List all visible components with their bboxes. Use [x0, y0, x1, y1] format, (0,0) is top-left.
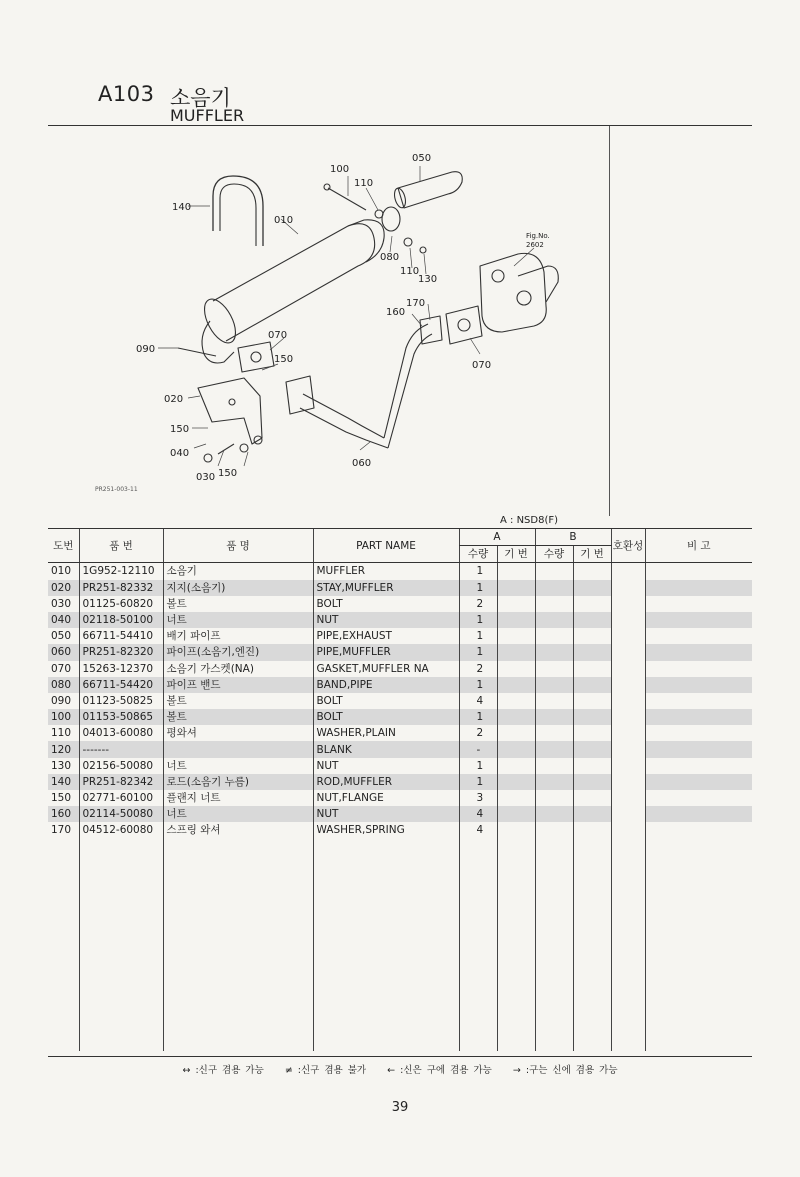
- cell-compat: [611, 580, 645, 596]
- header-part-no: 품 번: [79, 529, 163, 563]
- cell-model-a: [497, 693, 535, 709]
- cell-remarks: [645, 709, 752, 725]
- table-row: [48, 758, 752, 774]
- cell-qty-b: [535, 790, 573, 806]
- callout-020: 020: [164, 394, 184, 405]
- cell-model-a: [497, 741, 535, 757]
- cell-part-name: NUT: [313, 758, 459, 774]
- cell-ref: 020: [48, 580, 79, 596]
- compatibility-legend: [0, 1062, 800, 1076]
- cell-qty-b: [535, 563, 573, 580]
- cell-ref: 110: [51, 727, 72, 740]
- cell-model-a: [497, 580, 535, 596]
- table-row: [48, 693, 752, 709]
- cell-part-name: BLANK: [313, 741, 459, 757]
- cell-qty: 1: [459, 709, 497, 725]
- cell-remarks: [645, 644, 752, 660]
- cell-part-no: 01153-50865: [79, 709, 163, 725]
- cell-remarks: [645, 580, 752, 596]
- cell-remarks: [645, 725, 752, 741]
- cell-qty-b: [535, 628, 573, 644]
- cell-ref: 140: [48, 774, 79, 790]
- cell-compat: [611, 790, 645, 806]
- cell-name-ko: 볼트: [163, 693, 313, 709]
- cell-ref: 170: [51, 824, 72, 837]
- cell-compat: [611, 806, 645, 822]
- cell-part-no: 04512-60080: [79, 822, 163, 838]
- cell-model-b: [573, 677, 611, 693]
- cell-model-a: [497, 790, 535, 806]
- diagram-divider: [609, 126, 610, 516]
- callout-110: 110: [354, 178, 374, 189]
- cell-qty-b: [535, 758, 573, 774]
- cell-model-b: [573, 612, 611, 628]
- cell-model-b: [573, 774, 611, 790]
- cell-part-no: -------: [79, 741, 163, 757]
- cell-compat: [611, 661, 645, 677]
- cell-qty-b: [535, 822, 573, 838]
- cell-model-b: [573, 741, 611, 757]
- callout-060: 060: [352, 458, 372, 469]
- cell-compat: [611, 741, 645, 757]
- cell-name-ko: 너트: [163, 612, 313, 628]
- cell-part-name: PIPE,MUFFLER: [313, 644, 459, 660]
- cell-model-a: [497, 709, 535, 725]
- cell-remarks: [645, 790, 752, 806]
- cell-qty-b: [535, 741, 573, 757]
- cell-remarks: [645, 661, 752, 677]
- cell-model-a: [497, 774, 535, 790]
- callout-100: 100: [330, 164, 350, 175]
- cell-model-b: [573, 693, 611, 709]
- cell-qty-b: [535, 612, 573, 628]
- cell-model-a: [497, 661, 535, 677]
- cell-part-name: ROD,MUFFLER: [313, 774, 459, 790]
- table-row: [48, 644, 752, 660]
- figure-code: PR251-003-11: [95, 486, 138, 493]
- cell-remarks: [645, 612, 752, 628]
- section-title-ko: 소음기: [170, 86, 231, 110]
- header-remarks: 비 고: [645, 529, 752, 563]
- cell-ref: 030: [51, 597, 72, 610]
- header-part-name: PART NAME: [313, 529, 459, 563]
- parts-table: [48, 528, 752, 1051]
- cell-compat: [611, 596, 645, 612]
- cell-qty-b: [535, 596, 573, 612]
- cell-qty: 1: [459, 612, 497, 628]
- cell-compat: [611, 563, 645, 580]
- cell-ref: 080: [48, 677, 79, 693]
- callout-130: 130: [418, 274, 438, 285]
- cell-model-b: [573, 790, 611, 806]
- cell-qty: 1: [459, 580, 497, 596]
- cell-model-b: [573, 563, 611, 580]
- cell-qty: 1: [459, 774, 497, 790]
- cell-remarks: [645, 822, 752, 838]
- cell-qty: 2: [459, 725, 497, 741]
- cell-ref: 010: [51, 565, 72, 578]
- cell-compat: [611, 709, 645, 725]
- cell-compat: [611, 677, 645, 693]
- callout-080: 080: [380, 252, 400, 263]
- cell-part-no: PR251-82320: [79, 644, 163, 660]
- legend-item: → :구는 신에 겸용 가능: [512, 1065, 618, 1076]
- cell-part-no: PR251-82332: [79, 580, 163, 596]
- table-row: [48, 741, 752, 757]
- callout-150-mid: 150: [170, 424, 190, 435]
- cell-part-name: PIPE,EXHAUST: [313, 628, 459, 644]
- cell-part-no: 66711-54420: [79, 677, 163, 693]
- cell-name-ko: 지지(소음기): [163, 580, 313, 596]
- table-row: [48, 677, 752, 693]
- cell-ref: 150: [51, 792, 72, 805]
- cell-ref: 060: [48, 644, 79, 660]
- variant-label: A : NSD8(F): [500, 515, 559, 526]
- cell-qty-b: [535, 725, 573, 741]
- cell-ref: 040: [48, 612, 79, 628]
- cell-qty: 2: [459, 661, 497, 677]
- cell-model-b: [573, 806, 611, 822]
- cell-part-name: NUT,FLANGE: [313, 790, 459, 806]
- cell-name-ko: 볼트: [163, 709, 313, 725]
- cell-qty: 2: [459, 596, 497, 612]
- cell-qty-b: [535, 580, 573, 596]
- table-row: [48, 612, 752, 628]
- cell-ref: 160: [48, 806, 79, 822]
- table-row: [48, 580, 752, 596]
- cell-part-name: GASKET,MUFFLER NA: [313, 661, 459, 677]
- footer-rule: [48, 1056, 752, 1057]
- cell-qty-b: [535, 774, 573, 790]
- cell-name-ko: 평와셔: [163, 725, 313, 741]
- cell-compat: [611, 725, 645, 741]
- cell-model-b: [573, 725, 611, 741]
- cell-compat: [611, 822, 645, 838]
- table-row: [48, 661, 752, 677]
- cell-compat: [611, 644, 645, 660]
- cell-name-ko: 배기 파이프: [163, 628, 313, 644]
- cell-model-a: [497, 612, 535, 628]
- page-number: 39: [391, 1100, 409, 1115]
- cell-ref: 090: [51, 694, 72, 707]
- table-row: [48, 563, 752, 580]
- cell-part-no: PR251-82342: [79, 774, 163, 790]
- cell-part-name: BOLT: [313, 709, 459, 725]
- cell-part-no: 02156-50080: [79, 758, 163, 774]
- cell-model-a: [497, 806, 535, 822]
- cell-compat: [611, 758, 645, 774]
- cell-qty: 1: [459, 563, 497, 580]
- cell-qty: 4: [459, 822, 497, 838]
- cell-name-ko: 스프링 와셔: [163, 822, 313, 838]
- parts-table-body: [48, 563, 752, 839]
- cell-qty-b: [535, 693, 573, 709]
- cell-remarks: [645, 596, 752, 612]
- cell-compat: [611, 628, 645, 644]
- cell-qty: -: [459, 741, 497, 757]
- cell-name-ko: 로드(소음기 누름): [163, 774, 313, 790]
- cell-part-name: BAND,PIPE: [313, 677, 459, 693]
- callout-010: 010: [274, 215, 294, 226]
- cell-remarks: [645, 774, 752, 790]
- cell-part-no: 01125-60820: [79, 596, 163, 612]
- callout-090: 090: [136, 344, 156, 355]
- callout-110b: 110: [400, 266, 420, 277]
- header-group-a: A: [459, 529, 535, 546]
- header-qty-a: 수량: [459, 546, 497, 563]
- table-row: [48, 596, 752, 612]
- cell-model-b: [573, 758, 611, 774]
- cell-model-b: [573, 709, 611, 725]
- cell-part-name: MUFFLER: [313, 563, 459, 580]
- cell-qty-b: [535, 709, 573, 725]
- cell-model-b: [573, 661, 611, 677]
- callout-040: 040: [170, 448, 190, 459]
- cell-qty: 3: [459, 790, 497, 806]
- section-title-en: MUFFLER: [170, 106, 245, 125]
- table-row: [48, 806, 752, 822]
- cell-qty: 1: [459, 677, 497, 693]
- cell-part-no: 02771-60100: [79, 790, 163, 806]
- cell-model-a: [497, 758, 535, 774]
- cell-part-name: WASHER,SPRING: [313, 822, 459, 838]
- cell-part-no: 1G952-12110: [79, 563, 163, 580]
- callout-030: 030: [196, 472, 216, 483]
- legend-item: ≠ :신구 겸용 불가: [284, 1065, 367, 1076]
- cell-name-ko: [163, 741, 313, 757]
- cell-ref: 120: [48, 741, 79, 757]
- cell-model-a: [497, 725, 535, 741]
- header-model-a: 기 번: [497, 546, 535, 563]
- cell-part-no: 01123-50825: [79, 693, 163, 709]
- cell-name-ko: 볼트: [163, 596, 313, 612]
- cell-part-no: 15263-12370: [79, 661, 163, 677]
- exploded-parts-diagram: [48, 126, 608, 516]
- cell-remarks: [645, 563, 752, 580]
- header-qty-b: 수량: [535, 546, 573, 563]
- legend-item: ← :신은 구에 겸용 가능: [387, 1065, 492, 1076]
- cell-name-ko: 플랜지 너트: [163, 790, 313, 806]
- table-row: [48, 709, 752, 725]
- cell-remarks: [645, 758, 752, 774]
- cell-model-b: [573, 822, 611, 838]
- cell-qty: 4: [459, 806, 497, 822]
- cell-compat: [611, 774, 645, 790]
- callout-070-left: 070: [268, 330, 288, 341]
- header-group-b: B: [535, 529, 611, 546]
- cell-model-b: [573, 580, 611, 596]
- table-row: [48, 790, 752, 806]
- section-code: A103: [98, 82, 155, 106]
- cell-model-b: [573, 644, 611, 660]
- callout-070-right: 070: [472, 360, 492, 371]
- cell-part-no: 04013-60080: [79, 725, 163, 741]
- cell-model-a: [497, 644, 535, 660]
- callout-fig-no: Fig.No.: [526, 232, 550, 240]
- cell-name-ko: 파이프 밴드: [163, 677, 313, 693]
- cell-remarks: [645, 806, 752, 822]
- cell-qty: 1: [459, 758, 497, 774]
- cell-name-ko: 너트: [163, 758, 313, 774]
- cell-qty-b: [535, 661, 573, 677]
- cell-remarks: [645, 628, 752, 644]
- table-row: [48, 822, 752, 838]
- cell-name-ko: 소음기 가스켓(NA): [163, 661, 313, 677]
- callout-170: 170: [406, 298, 426, 309]
- cell-compat: [611, 612, 645, 628]
- cell-remarks: [645, 677, 752, 693]
- cell-ref: 050: [51, 630, 72, 643]
- cell-ref: 070: [51, 662, 72, 675]
- callout-050: 050: [412, 153, 432, 164]
- cell-model-a: [497, 822, 535, 838]
- header-compat: 호환성: [611, 529, 645, 563]
- cell-qty: 4: [459, 693, 497, 709]
- cell-compat: [611, 693, 645, 709]
- cell-name-ko: 소음기: [163, 563, 313, 580]
- cell-qty-b: [535, 806, 573, 822]
- cell-ref: 100: [48, 709, 79, 725]
- cell-model-a: [497, 628, 535, 644]
- cell-qty-b: [535, 644, 573, 660]
- cell-name-ko: 파이프(소음기,엔진): [163, 644, 313, 660]
- cell-part-name: NUT: [313, 612, 459, 628]
- callout-140: 140: [172, 202, 192, 213]
- cell-name-ko: 너트: [163, 806, 313, 822]
- header-name-ko: 품 명: [163, 529, 313, 563]
- cell-model-b: [573, 596, 611, 612]
- table-row: [48, 774, 752, 790]
- cell-model-a: [497, 596, 535, 612]
- callout-150-bottom: 150: [218, 468, 238, 479]
- header-ref: 도번: [48, 529, 79, 563]
- legend-item: ↔ :신구 겸용 가능: [182, 1065, 264, 1076]
- cell-model-a: [497, 563, 535, 580]
- callout-2602: 2602: [526, 241, 544, 249]
- cell-qty: 1: [459, 628, 497, 644]
- cell-part-name: NUT: [313, 806, 459, 822]
- cell-qty-b: [535, 677, 573, 693]
- cell-model-a: [497, 677, 535, 693]
- cell-part-name: WASHER,PLAIN: [313, 725, 459, 741]
- cell-part-no: 66711-54410: [79, 628, 163, 644]
- cell-qty: 1: [459, 644, 497, 660]
- table-row: [48, 628, 752, 644]
- cell-part-name: BOLT: [313, 596, 459, 612]
- cell-part-name: STAY,MUFFLER: [313, 580, 459, 596]
- cell-remarks: [645, 693, 752, 709]
- cell-ref: 130: [51, 759, 72, 772]
- header-model-b: 기 번: [573, 546, 611, 563]
- cell-part-name: BOLT: [313, 693, 459, 709]
- callout-160: 160: [386, 307, 406, 318]
- cell-model-b: [573, 628, 611, 644]
- callout-150-top: 150: [274, 354, 294, 365]
- cell-remarks: [645, 741, 752, 757]
- table-row: [48, 725, 752, 741]
- cell-part-no: 02114-50080: [79, 806, 163, 822]
- cell-part-no: 02118-50100: [79, 612, 163, 628]
